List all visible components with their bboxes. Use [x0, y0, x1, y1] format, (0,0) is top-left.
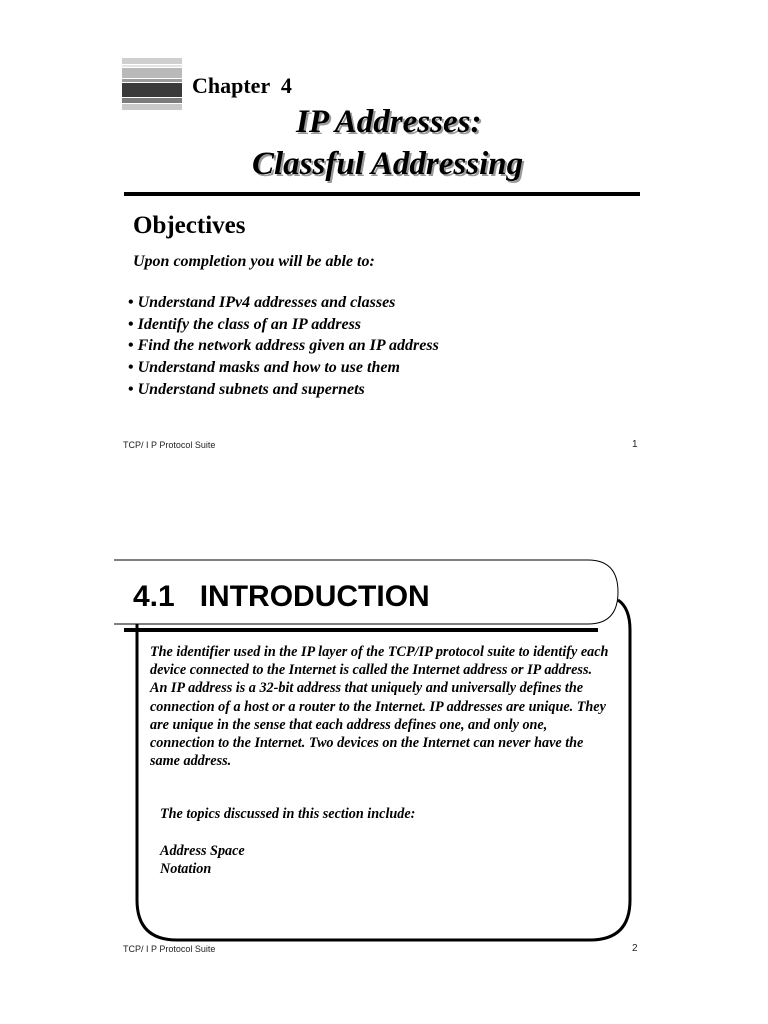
- topics-intro: The topics discussed in this section include:: [160, 806, 416, 822]
- page-number: 2: [632, 943, 638, 954]
- intro-paragraph: The identifier used in the IP layer of the TCP/IP protocol suite to identify each device connected to the Internet is called the Internet address or IP address. An IP address is a 32-bit address that uniquely and universally defines the connection of a host or a router to the Internet. IP addresses are unique. They are unique in the sense that each address defines one, and only one, connection to the Internet. Two devices on the Internet can never have the same address.: [150, 644, 609, 770]
- page-title-line-2: Classful Addressing: [252, 146, 524, 182]
- objective-item: • Understand subnets and supernets: [128, 379, 439, 401]
- chapter-label: Chapter 4: [192, 73, 292, 98]
- objective-item: • Understand IPv4 addresses and classes: [128, 292, 439, 314]
- page-number: 1: [632, 439, 638, 450]
- objectives-heading: Objectives: [133, 212, 246, 239]
- footer-text: TCP/ I P Protocol Suite: [123, 944, 216, 954]
- page-title-line-1: IP Addresses:: [296, 104, 482, 140]
- section-title: 4.1 INTRODUCTION: [133, 580, 430, 613]
- objectives-intro: Upon completion you will be able to:: [133, 253, 375, 270]
- topics-list: [160, 842, 245, 878]
- objective-item: • Identify the class of an IP address: [128, 314, 439, 336]
- topic-item: Address Space: [160, 843, 245, 859]
- footer-text: TCP/ I P Protocol Suite: [123, 440, 216, 450]
- topic-item: Notation: [160, 861, 212, 877]
- objective-item: • Understand masks and how to use them: [128, 357, 439, 379]
- objective-item: • Find the network address given an IP address: [128, 335, 439, 357]
